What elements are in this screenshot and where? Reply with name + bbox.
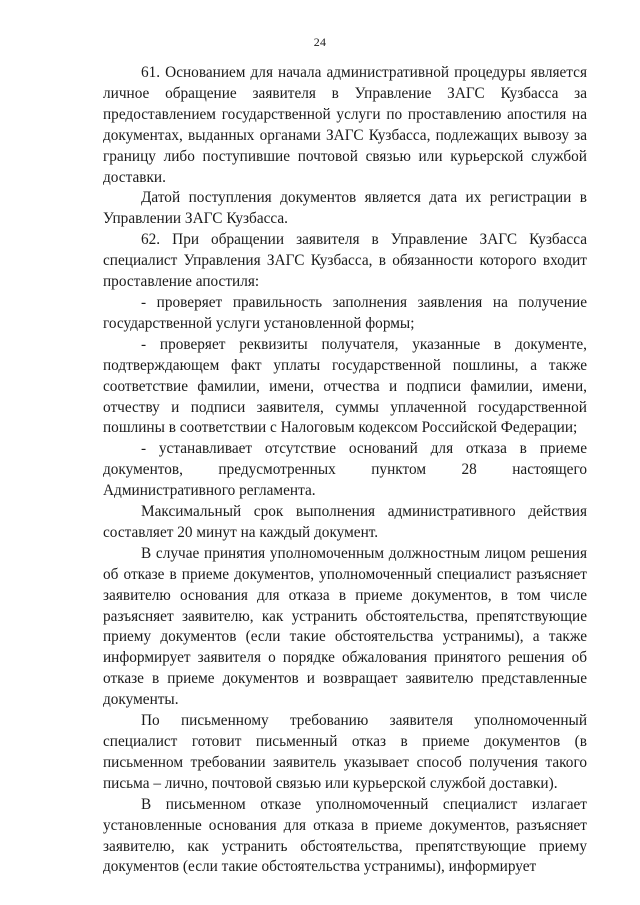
- paragraph-61: 61. Основанием для начала административной процедуры является личное обращение заявителя в Управление ЗАГС Кузбасса за предоставлением государственной услуги по проставлению апостиля на документах, выданных органами ЗАГС Кузбасса, подлежащих вывозу за границу либо поступившие почтовой связью или курьерской службой доставки.: [103, 64, 587, 186]
- paragraph-refusal-decision: В случае принятия уполномоченным должностным лицом решения об отказе в приеме документов, уполномоченный специалист разъясняет заявителю основания для отказа в приеме документов, в том числе разъясняет заявителю, как устранить обстоятельства, препятствующие приему документов (если такие обстоятельства устранимы), а также информирует заявителя о порядке обжалования принятого решения об отказе в приеме документов и возвращает заявителю представленные документы.: [103, 544, 587, 709]
- paragraph-max-time: Максимальный срок выполнения административного действия составляет 20 минут на каждый документ.: [103, 503, 587, 541]
- paragraph-written-refusal: В письменном отказе уполномоченный специалист излагает установленные основания для отказа в приеме документов, разъясняет заявителю, как устранить обстоятельства, препятствующие приему документов (если такие обстоятельства устранимы), информирует: [103, 795, 587, 876]
- document-body: [103, 63, 587, 878]
- bullet-check-application: - проверяет правильность заполнения заявления на получение государственной услуги установленной формы;: [103, 293, 587, 332]
- paragraph-written-request: По письменному требованию заявителя уполномоченный специалист готовит письменный отказ в приеме документов (в письменном требовании заявитель указывает способ получения такого письма – лично, почтовой связью или курьерской службой доставки).: [103, 712, 587, 792]
- paragraph-receipt-date: Датой поступления документов является дата их регистрации в Управлении ЗАГС Кузбасса.: [103, 189, 587, 228]
- paragraph-62: 62. При обращении заявителя в Управление ЗАГС Кузбасса специалист Управления ЗАГС Кузбасса, в обязанности которого входит проставление апостиля:: [103, 231, 587, 291]
- bullet-check-grounds: - устанавливает отсутствие оснований для отказа в приеме документов, предусмотренных пунктом 28 настоящего Административного регламента.: [103, 440, 587, 500]
- page-number: 24: [313, 35, 327, 49]
- bullet-check-requisites: - проверяет реквизиты получателя, указанные в документе, подтверждающем факт уплаты государственной пошлины, а также соответствие фамилии, имени, отчества и подписи фамилии, имени, отчеству и подписи заявителя, суммы уплаченной государственной пошлины в соответствии с Налоговым кодексом Российской Федерации;: [103, 335, 587, 437]
